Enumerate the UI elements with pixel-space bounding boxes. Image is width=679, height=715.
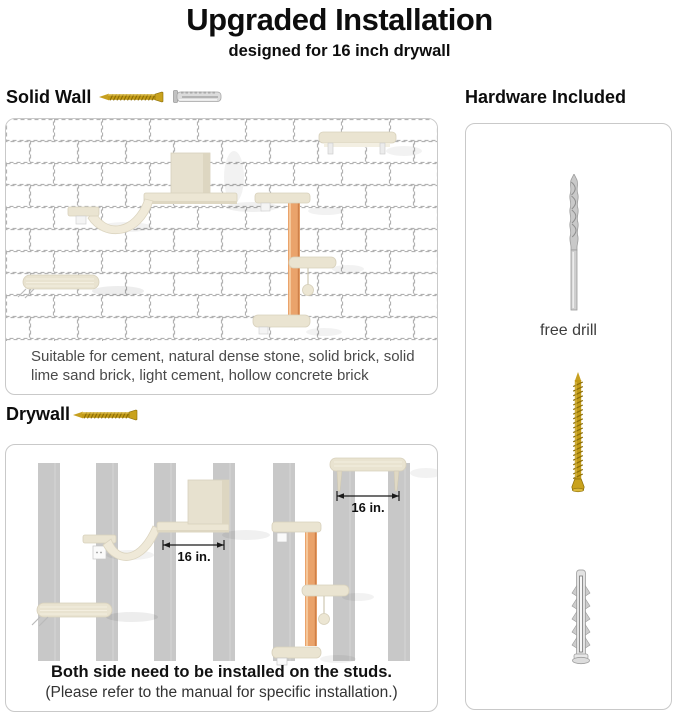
- gold-screw-icon: [568, 372, 588, 494]
- drill-bit-icon: [565, 174, 583, 312]
- drywall-caption-bold: Both side need to be installed on the studs.: [50, 663, 393, 681]
- dimension-label: 16 in.: [177, 549, 211, 564]
- free-drill-caption: free drill: [540, 322, 597, 339]
- drywall-label: Drywall: [6, 404, 71, 424]
- gold-screw-icon: [73, 408, 139, 422]
- page-subtitle: designed for 16 inch drywall: [228, 42, 451, 60]
- brick-pattern: [6, 119, 437, 341]
- drywall-panel: [5, 444, 438, 712]
- drywall-studs-illustration: [6, 445, 437, 667]
- hardware-included-label: Hardware Included: [465, 87, 627, 107]
- cat-condo-cube: [188, 480, 229, 524]
- page-title: Upgraded Installation: [186, 2, 493, 37]
- drywall-caption-note: (Please refer to the manual for specific installation.): [45, 684, 398, 701]
- gold-screw-icon: [99, 90, 165, 104]
- hardware-panel: [465, 123, 672, 710]
- solid-wall-caption: Suitable for cement, natural dense stone, solid brick, solid lime sand brick, light cement, hollow concrete brick: [31, 348, 415, 385]
- solid-wall-panel: [5, 118, 438, 395]
- cat-condo-cube: [171, 153, 210, 197]
- cat-platform: [144, 193, 237, 204]
- wall-anchor-icon: [173, 88, 223, 105]
- dimension-label: 16 in.: [351, 500, 385, 515]
- solid-wall-label: Solid Wall: [6, 87, 92, 107]
- drywall-anchor-icon: [568, 568, 594, 666]
- brick-wall-illustration: [6, 119, 437, 341]
